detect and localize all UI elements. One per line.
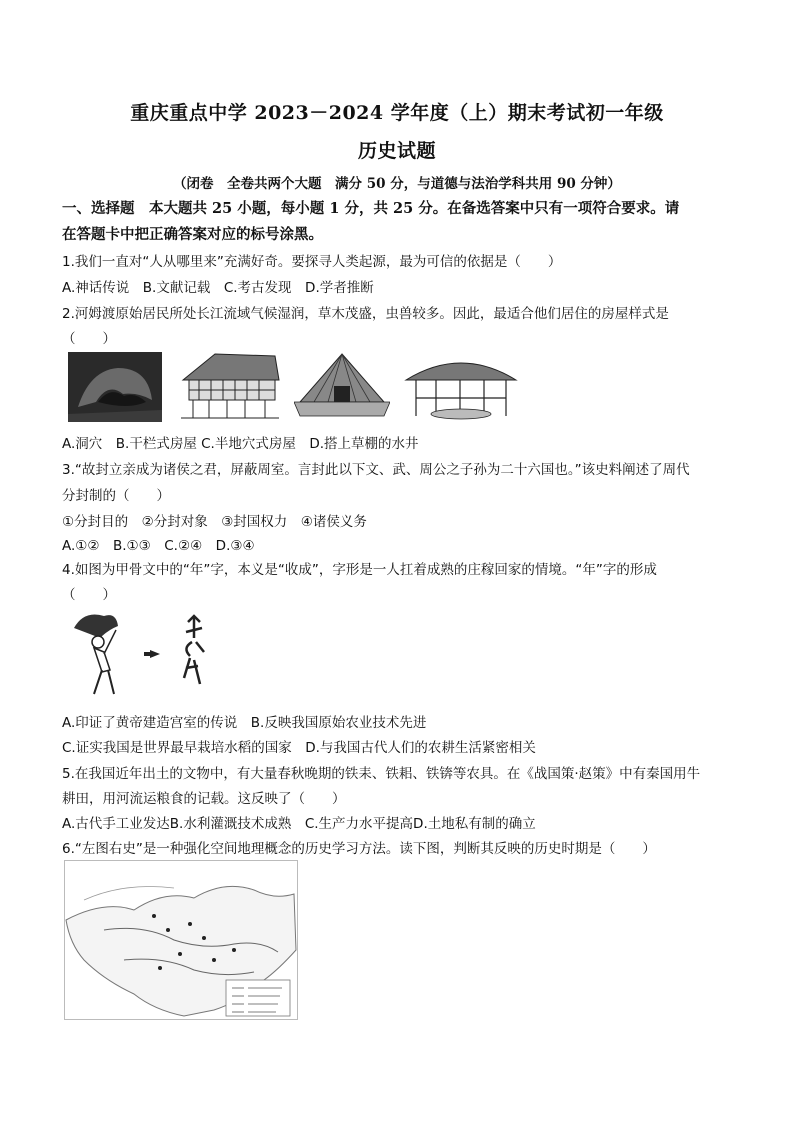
exam-title: 重庆重点中学 2023－2024 学年度（上）期末考试初一年级 (130, 102, 664, 124)
q2-options: A.洞穴 B.干栏式房屋 C.半地穴式房屋 D.搭上草棚的水井 (62, 436, 419, 452)
oracle-bone-nian-image (64, 608, 224, 700)
q3-stem-cont: 分封制的（ ） (62, 488, 170, 504)
q1-stem: 1.我们一直对“人从哪里来”充满好奇。要探寻人类起源，最为可信的依据是（ ） (62, 254, 562, 270)
section-heading-line2: 在答题卡中把正确答案对应的标号涂黑。 (62, 226, 323, 243)
exam-note: （闭卷 全卷共两个大题 满分 50 分，与道德与法治学科共用 90 分钟） (173, 176, 621, 192)
q4-stem-paren: （ ） (62, 587, 116, 603)
q2-stem: 2.河姆渡原始居民所处长江流域气候湿润，草木茂盛，虫兽较多。因此，最适合他们居住的房屋样式是 (62, 306, 669, 322)
q5-stem: 5.在我国近年出土的文物中，有大量春秋晚期的铁耒、铁耜、铁锛等农具。在《战国策·赵策》中有秦国用牛 (62, 766, 701, 782)
q6-stem: 6.“左图右史”是一种强化空间地理概念的历史学习方法。读下图，判断其反映的历史时期是（ ） (62, 841, 656, 857)
q1-options: A.神话传说 B.文献记载 C.考古发现 D.学者推断 (62, 280, 374, 296)
subject-title: 历史试题 (357, 140, 436, 162)
q4-options-cd: C.证实我国是世界最早栽培水稻的国家 D.与我国古代人们的农耕生活紧密相关 (62, 740, 536, 756)
historical-map-image (64, 860, 298, 1020)
q2-stem-paren: （ ） (62, 331, 116, 347)
q5-stem-cont: 耕田，用河流运粮食的记载。这反映了（ ） (62, 791, 346, 807)
q5-options: A.古代手工业发达B.水利灌溉技术成熟 C.生产力水平提高D.土地私有制的确立 (62, 816, 536, 832)
q3-items: ①分封目的 ②分封对象 ③封国权力 ④诸侯义务 (62, 514, 367, 530)
q4-stem: 4.如图为甲骨文中的“年”字，本义是“收成”，字形是一人扛着成熟的庄稼回家的情境。“年”字的形成 (62, 562, 657, 578)
semi-pit-house-image (294, 350, 390, 422)
thatched-well-image (402, 350, 520, 422)
cave-image (68, 352, 162, 422)
stilt-house-image (175, 350, 283, 422)
q3-options: A.①② B.①③ C.②④ D.③④ (62, 538, 255, 554)
q4-options-ab: A.印证了黄帝建造宫室的传说 B.反映我国原始农业技术先进 (62, 715, 427, 731)
section-heading-line1: 一、选择题 本大题共 25 小题，每小题 1 分，共 25 分。在备选答案中只有一项符合要求。请 (62, 200, 680, 217)
q3-stem: 3.“故封立亲成为诸侯之君，屏蔽周室。言封此以下文、武、周公之子孙为二十六国也。”该史料阐述了周代 (62, 462, 690, 478)
